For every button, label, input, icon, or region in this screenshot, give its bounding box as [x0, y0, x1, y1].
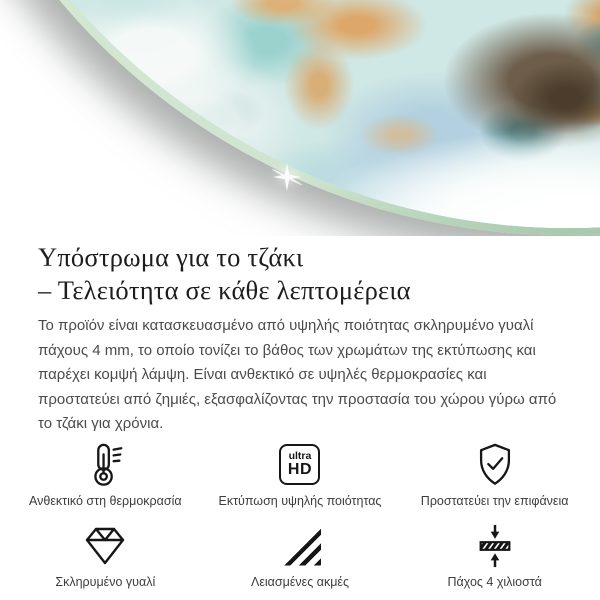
ultra-hd-badge-bottom: HD: [287, 461, 313, 478]
diamond-icon: [83, 522, 127, 570]
product-image: [0, 0, 600, 236]
feature-label: Λειασμένες ακμές: [250, 574, 349, 589]
feature-print-quality: [203, 441, 398, 508]
ultra-hd-badge-top: ultra: [288, 450, 312, 462]
polished-edges-icon: [279, 522, 321, 570]
feature-polished-edges: [203, 522, 398, 589]
feature-label: Ανθεκτικό στη θερμοκρασία: [29, 493, 182, 508]
feature-label: Εκτύπωση υψηλής ποιότητας: [218, 493, 382, 508]
feature-tempered-glass: [8, 522, 203, 589]
ultra-hd-icon: [279, 441, 320, 489]
thermometer-icon: [82, 441, 128, 489]
features-grid: [0, 441, 600, 589]
page-title-line2: – Τελειότητα σε κάθε λεπτομέρεια: [38, 274, 411, 305]
feature-surface-protection: [397, 441, 592, 508]
sparkle-glint-icon: [268, 158, 306, 196]
page-title-line1: Υπόστρωμα για το τζάκι: [38, 242, 304, 272]
feature-label: Σκληρυμένο γυαλί: [55, 574, 156, 589]
shield-check-icon: [473, 441, 517, 489]
page-title: [38, 241, 570, 306]
product-description-text: Το προϊόν είναι κατασκευασμένο από υψηλής ποιότητας σκληρυμένο γυαλί πάχους 4 mm, το οποίο τονίζει το βάθος των χρωμάτων της εκτύπωσης και παρέχει κομψή λάμψη. Είναι ανθεκτικό σε υψηλές θερμοκρασίες και προστατεύει από ζημιές, εξασφαλίζοντας την προστασία του χώρου γύρω από το τζάκι για χρόνια.: [38, 317, 557, 432]
thickness-icon: [472, 522, 518, 570]
feature-thickness: [397, 522, 592, 589]
feature-label: Προστατεύει την επιφάνεια: [420, 493, 569, 508]
feature-heat-resistant: [8, 441, 203, 508]
feature-label: Πάχος 4 χιλιοστά: [447, 574, 542, 589]
